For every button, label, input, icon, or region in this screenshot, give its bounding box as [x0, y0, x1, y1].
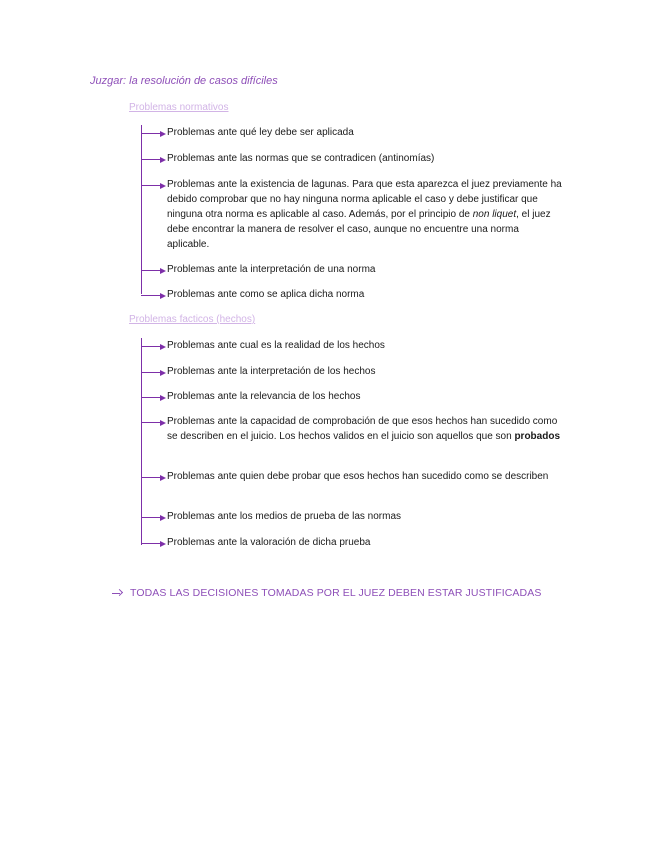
arrow-icon	[141, 131, 167, 137]
arrow-icon	[141, 268, 167, 274]
arrow-icon	[141, 183, 167, 189]
arrow-icon	[141, 344, 167, 350]
arrow-icon	[141, 370, 167, 376]
document-title: Juzgar: la resolución de casos difíciles	[90, 75, 278, 87]
right-arrow-icon	[112, 590, 124, 597]
arrow-icon	[141, 157, 167, 163]
arrow-icon	[141, 515, 167, 521]
arrow-icon	[141, 541, 167, 547]
facticos-diagram: Problemas ante cual es la realidad de los hechos Problemas ante la interpretación de los hechos Problemas ante la relevancia de los hechos Problemas ante la capacidad de comprobación de que esos hechos han sucedido como se describen en el juicio. Los hechos validos en el juicio son aquellos que son probados Problemas ante quien debe probar que esos hechos han sucedido como se describen Problemas ante los medios de prueba de las normas Problemas ante la valoración de dicha prueba	[140, 338, 560, 553]
arrow-icon	[141, 395, 167, 401]
arrow-icon	[141, 293, 167, 299]
conclusion-text: TODAS LAS DECISIONES TOMADAS POR EL JUEZ DEBEN ESTAR JUSTIFICADAS	[130, 587, 542, 599]
arrow-icon	[141, 420, 167, 426]
arrow-icon	[141, 475, 167, 481]
normativos-diagram: Problemas ante qué ley debe ser aplicada Problemas ante las normas que se contradicen (antinomías) Problemas ante la existencia de lagunas. Para que esta aparezca el juez previamente ha debido comprobar que no hay ninguna norma aplicable el caso y debe justificar que ninguna otra norma es aplicable al caso. Además, por el principio de non liquet, el juez debe encontrar la manera de resolver el caso, aunque no encuentre una norma aplicable. Problemas ante la interpretación de una norma Problemas ante como se aplica dicha norma	[140, 125, 560, 300]
section-heading-facticos[interactable]: Problemas facticos (hechos)	[129, 314, 256, 325]
section-heading-normativos[interactable]: Problemas normativos	[129, 102, 229, 113]
